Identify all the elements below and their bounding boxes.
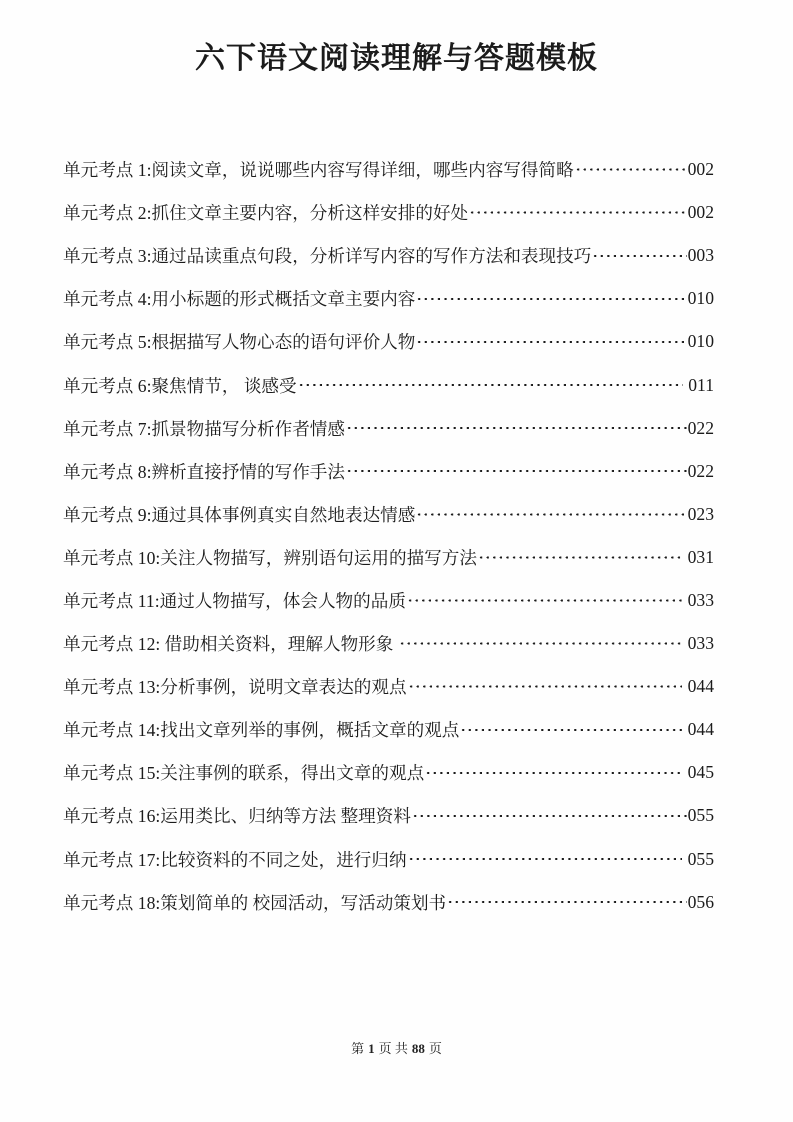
toc-entry [63,277,714,320]
toc-entry-page: 002 [687,202,714,223]
footer-total-pages: 88 [411,1041,425,1056]
toc-entry-page: 022 [687,460,714,481]
toc-entry [63,881,714,924]
toc-entry-label: 单元考点 1:阅读文章，说说哪些内容写得详细，哪些内容写得简略 [63,160,574,181]
toc-leader-dots [408,678,683,696]
toc-leader-dots [346,419,687,437]
toc-leader-dots [416,333,686,351]
toc-entry-page: 044 [683,719,714,740]
toc-entry [63,838,714,881]
toc-entry [63,665,714,708]
toc-leader-dots [416,290,686,308]
toc-entry-page: 031 [683,546,714,567]
toc-entry-label: 单元考点 3:通过品读重点句段，分析详写内容的写作方法和表现技巧 [63,246,592,267]
toc-entry-label: 单元考点 4:用小标题的形式概括文章主要内容 [63,289,416,310]
toc-leader-dots [425,764,682,782]
toc-entry-label: 单元考点 15:关注事例的联系，得出文章的观点 [63,763,425,784]
toc-entry-page: 055 [687,805,714,826]
toc-entry [63,579,714,622]
toc-entry-page: 033 [683,633,714,654]
toc-entry [63,794,714,837]
toc-entry [63,320,714,363]
toc-leader-dots [346,462,687,480]
toc-entry [63,363,714,406]
toc-leader-dots [469,204,686,222]
toc-entry-page: 022 [687,417,714,438]
toc-entry [63,234,714,277]
toc-entry [63,407,714,450]
toc-leader-dots [416,506,686,524]
toc-entry-label: 单元考点 9:通过具体事例真实自然地表达情感 [63,504,416,525]
toc-entry-label: 单元考点 11:通过人物描写，体会人物的品质 [63,590,406,611]
footer-label-suffix: 页 [428,1041,442,1056]
toc-entry [63,751,714,794]
toc-entry-page: 010 [687,288,714,309]
toc-entry-page: 033 [683,589,714,610]
table-of-contents [63,148,714,924]
toc-entry-label: 单元考点 12: 借助相关资料，理解人物形象 [63,634,398,655]
toc-entry [63,493,714,536]
toc-entry-page: 002 [687,159,714,180]
toc-leader-dots [407,592,682,610]
footer-label-prefix: 第 [351,1041,365,1056]
toc-entry [63,450,714,493]
toc-entry [63,191,714,234]
toc-entry-label: 单元考点 14:找出文章列举的事例，概括文章的观点 [63,720,460,741]
toc-entry-label: 单元考点 5:根据描写人物心态的语句评价人物 [63,332,416,353]
toc-leader-dots [575,161,687,179]
toc-entry-page: 045 [683,762,714,783]
toc-entry-page: 011 [683,374,714,395]
page-footer [0,1038,793,1057]
footer-current-page: 1 [368,1041,375,1056]
toc-leader-dots [399,635,682,653]
toc-entry [63,708,714,751]
footer-label-middle: 页 共 [378,1041,408,1056]
toc-entry-page: 044 [683,676,714,697]
toc-leader-dots [447,893,686,911]
toc-entry-page: 010 [687,331,714,352]
toc-entry-label: 单元考点 10:关注人物描写，辨别语句运用的描写方法 [63,547,477,568]
toc-entry-label: 单元考点 2:抓住文章主要内容，分析这样安排的好处 [63,203,469,224]
toc-entry-page: 003 [687,245,714,266]
page-title: 六下语文阅读理解与答题模板 [195,42,598,75]
toc-entry-label: 单元考点 18:策划简单的 校园活动，写活动策划书 [63,892,447,913]
toc-entry-label: 单元考点 13:分析事例，说明文章表达的观点 [63,677,407,698]
toc-entry-page: 023 [687,503,714,524]
toc-leader-dots [408,850,683,868]
toc-entry-page: 056 [687,891,714,912]
toc-entry-label: 单元考点 8:辨析直接抒情的写作手法 [63,461,345,482]
toc-leader-dots [460,721,682,739]
toc-leader-dots [478,549,682,567]
toc-leader-dots [412,807,687,825]
toc-entry-label: 单元考点 16:运用类比、归纳等方法 整理资料 [63,806,411,827]
toc-entry-label: 单元考点 7:抓景物描写分析作者情感 [63,418,345,439]
toc-entry-label: 单元考点 17:比较资料的不同之处，进行归纳 [63,849,407,870]
toc-entry-page: 055 [683,848,714,869]
toc-entry-label: 单元考点 6:聚焦情节， 谈感受 [63,375,297,396]
toc-leader-dots [298,376,683,394]
toc-entry [63,622,714,665]
toc-leader-dots [592,247,686,265]
toc-entry [63,148,714,191]
toc-entry [63,536,714,579]
